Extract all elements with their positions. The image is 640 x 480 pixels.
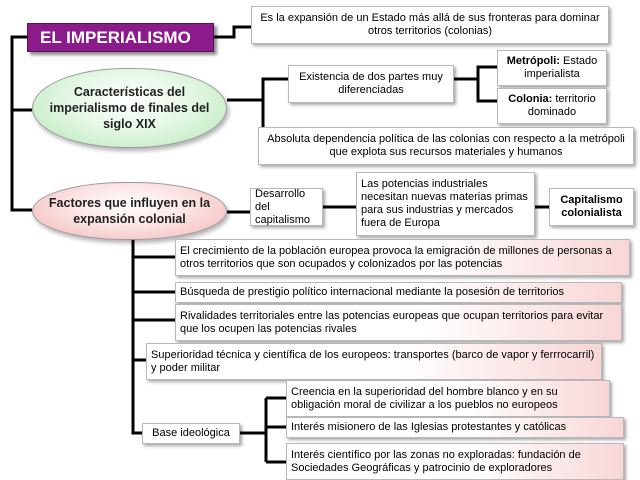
factors-node: Factores que influyen en la expansión colonial — [32, 182, 227, 240]
superiority-box: Superioridad técnica y científica de los europeos: transportes (barco de vapor y ferrrocarril) y poder militar — [146, 343, 602, 380]
characteristics-node: Características del imperialismo de finales del siglo XIX — [32, 68, 227, 148]
metropoli-term: Metrópoli: — [506, 55, 560, 67]
missionary-box: Interés misionero de las Iglesias protestantes y católicas — [286, 417, 624, 438]
scientific-box: Interés científico por las zonas no exploradas: fundación de Sociedades Geográficas y patrocinio de exploradores — [286, 443, 624, 480]
colonia-box — [497, 88, 607, 124]
white-man-box: Creencia en la superioridad del hombre blanco y en su obligación moral de civilizar a los pueblos no europeos — [286, 380, 610, 417]
capitalism-box: Desarrollo del capitalismo — [250, 188, 323, 226]
colonial-capitalism-box: Capitalismo colonialista — [549, 188, 634, 226]
definition-box: Es la expansión de un Estado más allá de sus fronteras para dominar otros territorios (colonias) — [251, 6, 609, 44]
colonia-term: Colonia: — [508, 93, 553, 105]
population-box: El crecimiento de la población europea provoca la emigración de millones de personas a otros territorios que son ocupados y colonizados por las potencias — [175, 239, 630, 276]
prestige-box: Búsqueda de prestigio político internacional mediante la posesión de territorios — [175, 282, 622, 303]
rivalries-box: Rivalidades territoriales entre las potencias europeas que ocupan territorios para evitar que los ocupen las potencias rivales — [175, 304, 622, 341]
page-title: EL IMPERIALISMO — [27, 23, 214, 52]
colonia-desc: territorio dominado — [527, 93, 596, 118]
industrial-needs-box: Las potencias industriales necesitan nuevas materias primas para sus industrias y mercados fuera de Europa — [356, 172, 535, 236]
metropoli-box — [497, 50, 607, 86]
ideology-box: Base ideológica — [142, 423, 240, 444]
dependence-box: Absoluta dependencia política de las colonias con respecto a la metrópoli que explota sus recursos materiales y humanos — [258, 127, 634, 165]
two-parts-box: Existencia de dos partes muy diferenciadas — [288, 65, 454, 103]
metropoli-desc: Estado imperialista — [524, 55, 598, 80]
